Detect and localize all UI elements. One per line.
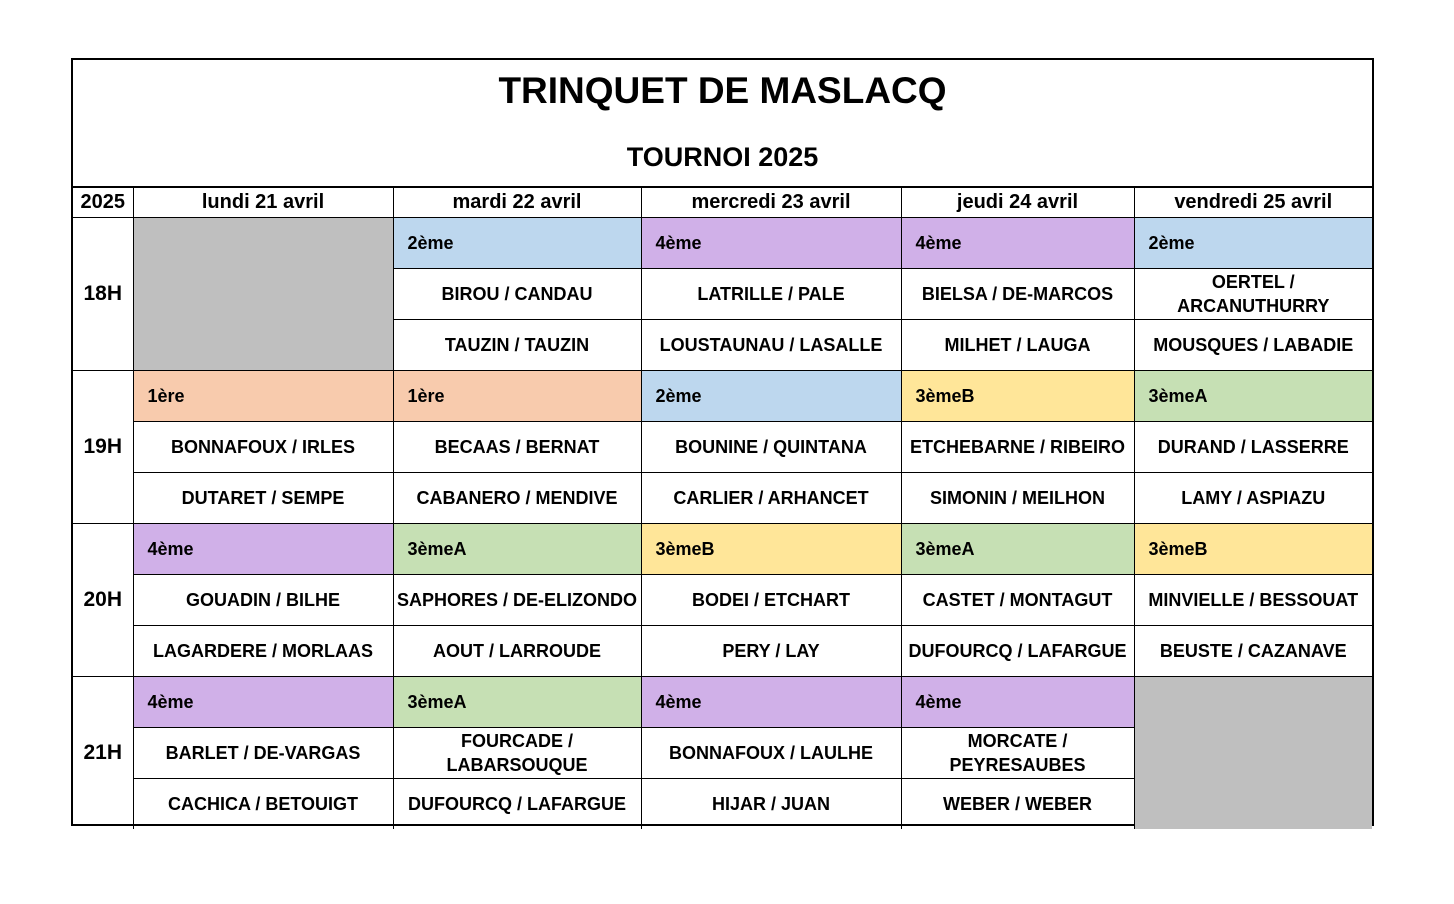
match-pairing: BOUNINE / QUINTANA [641, 421, 901, 472]
match-pairing: ETCHEBARNE / RIBEIRO [901, 421, 1134, 472]
match-pairing: BODEI / ETCHART [641, 574, 901, 625]
title-block [73, 60, 1372, 188]
category-label: 4ème [641, 676, 901, 727]
match-pairing: GOUADIN / BILHE [133, 574, 393, 625]
match-pairing: BECAAS / BERNAT [393, 421, 641, 472]
year-header: 2025 [73, 188, 133, 217]
match-pairing: MINVIELLE / BESSOUAT [1134, 574, 1372, 625]
schedule-sheet [71, 58, 1374, 826]
match-pairing: BEUSTE / CAZANAVE [1134, 625, 1372, 676]
category-label: 2ème [1134, 217, 1372, 268]
match-pairing: LOUSTAUNAU / LASALLE [641, 319, 901, 370]
page-subtitle: TOURNOI 2025 [626, 142, 819, 172]
day-header: vendredi 25 avril [1134, 188, 1372, 217]
match-row [73, 472, 1372, 523]
category-label: 4ème [901, 217, 1134, 268]
match-pairing: MOUSQUES / LABADIE [1134, 319, 1372, 370]
day-header: mardi 22 avril [393, 188, 641, 217]
hour-label: 20H [73, 523, 133, 676]
day-header: jeudi 24 avril [901, 188, 1134, 217]
hour-label: 18H [73, 217, 133, 370]
category-label: 4ème [901, 676, 1134, 727]
match-pairing: OERTEL / ARCANUTHURRY [1134, 268, 1372, 319]
category-label: 2ème [393, 217, 641, 268]
category-row [73, 523, 1372, 574]
match-pairing: LATRILLE / PALE [641, 268, 901, 319]
match-pairing: BONNAFOUX / IRLES [133, 421, 393, 472]
match-pairing: CARLIER / ARHANCET [641, 472, 901, 523]
match-pairing: CASTET / MONTAGUT [901, 574, 1134, 625]
hour-label: 19H [73, 370, 133, 523]
match-pairing: CACHICA / BETOUIGT [133, 778, 393, 829]
category-row [73, 370, 1372, 421]
day-header: lundi 21 avril [133, 188, 393, 217]
match-pairing: WEBER / WEBER [901, 778, 1134, 829]
match-pairing: BIELSA / DE-MARCOS [901, 268, 1134, 319]
match-pairing: BONNAFOUX / LAULHE [641, 727, 901, 778]
match-pairing: DUFOURCQ / LAFARGUE [901, 625, 1134, 676]
category-label: 1ère [393, 370, 641, 421]
match-pairing: BIROU / CANDAU [393, 268, 641, 319]
category-label: 3èmeB [1134, 523, 1372, 574]
category-row [73, 217, 1372, 268]
empty-slot [133, 217, 393, 370]
category-label: 3èmeA [393, 523, 641, 574]
match-pairing: TAUZIN / TAUZIN [393, 319, 641, 370]
category-label: 4ème [133, 676, 393, 727]
match-row [73, 625, 1372, 676]
category-row [73, 676, 1372, 727]
category-label: 3èmeA [1134, 370, 1372, 421]
category-label: 3èmeB [901, 370, 1134, 421]
match-pairing: MILHET / LAUGA [901, 319, 1134, 370]
category-label: 4ème [133, 523, 393, 574]
match-pairing: SAPHORES / DE-ELIZONDO [393, 574, 641, 625]
match-pairing: HIJAR / JUAN [641, 778, 901, 829]
category-label: 3èmeA [393, 676, 641, 727]
match-pairing: PERY / LAY [641, 625, 901, 676]
category-label: 1ère [133, 370, 393, 421]
match-pairing: FOURCADE / LABARSOUQUE [393, 727, 641, 778]
category-label: 4ème [641, 217, 901, 268]
category-label: 2ème [641, 370, 901, 421]
day-header: mercredi 23 avril [641, 188, 901, 217]
match-row [73, 421, 1372, 472]
match-pairing: DURAND / LASSERRE [1134, 421, 1372, 472]
match-pairing: DUTARET / SEMPE [133, 472, 393, 523]
match-pairing: LAGARDERE / MORLAAS [133, 625, 393, 676]
match-pairing: BARLET / DE-VARGAS [133, 727, 393, 778]
schedule-table [73, 188, 1372, 829]
category-label: 3èmeB [641, 523, 901, 574]
match-pairing: AOUT / LARROUDE [393, 625, 641, 676]
page-title: TRINQUET DE MASLACQ [498, 70, 947, 111]
empty-slot [1134, 676, 1372, 829]
match-row [73, 574, 1372, 625]
match-pairing: LAMY / ASPIAZU [1134, 472, 1372, 523]
match-pairing: SIMONIN / MEILHON [901, 472, 1134, 523]
match-pairing: MORCATE / PEYRESAUBES [901, 727, 1134, 778]
category-label: 3èmeA [901, 523, 1134, 574]
match-pairing: CABANERO / MENDIVE [393, 472, 641, 523]
hour-label: 21H [73, 676, 133, 829]
match-pairing: DUFOURCQ / LAFARGUE [393, 778, 641, 829]
header-row [73, 188, 1372, 217]
